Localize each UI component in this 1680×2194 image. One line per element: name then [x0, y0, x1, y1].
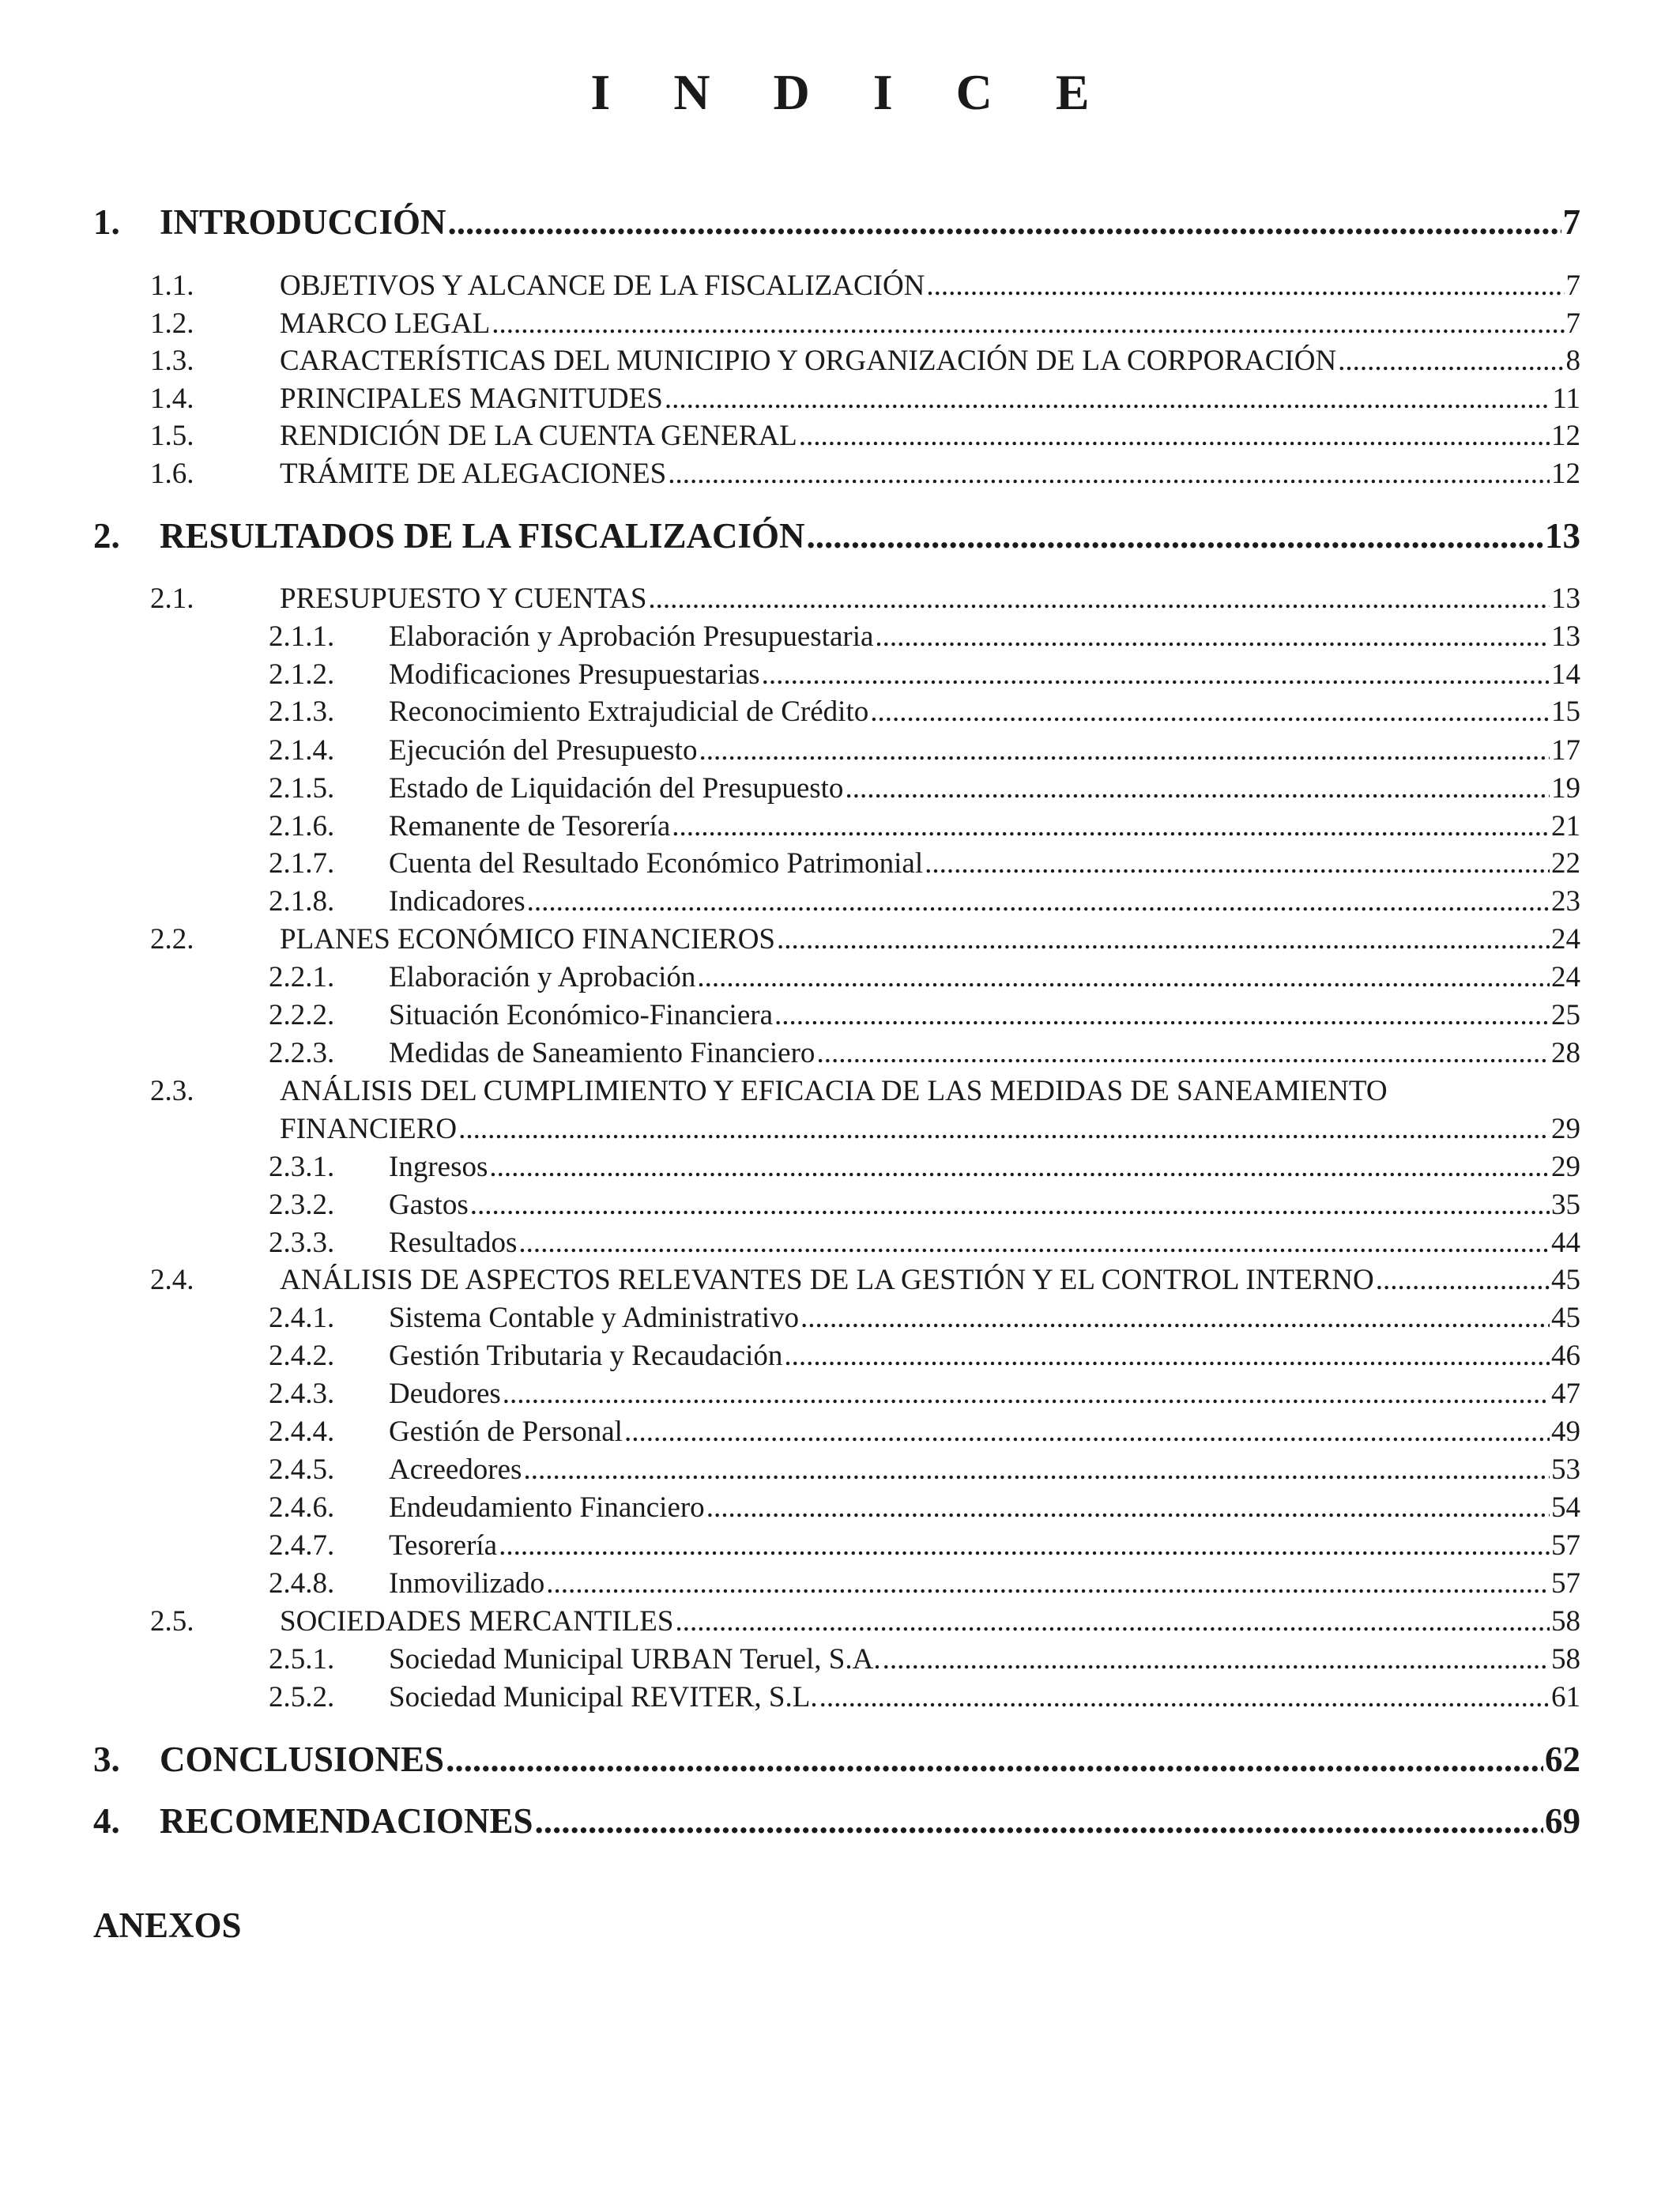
toc-entry-level-3	[0, 884, 1680, 921]
toc-entry-text	[389, 1036, 1580, 1070]
toc-entry-label: Indicadores	[389, 885, 525, 918]
toc-dot-leader	[489, 1150, 1550, 1184]
toc-entry-label: FINANCIERO	[280, 1113, 458, 1145]
toc-dot-leader	[518, 1226, 1550, 1260]
toc-entry-label: Sistema Contable y Administrativo	[389, 1302, 799, 1334]
toc-entry-text	[160, 1739, 1580, 1780]
toc-entry-number: 4.	[93, 1801, 120, 1841]
toc-entry-number: 2.1.1.	[269, 620, 335, 653]
page-title: I N D I C E	[590, 64, 1115, 120]
toc-entry-level-3	[0, 846, 1680, 883]
toc-entry-label: PRESUPUESTO Y CUENTAS	[280, 582, 647, 615]
toc-entry-page: 28	[1551, 1037, 1580, 1069]
toc-entry-page: 45	[1551, 1302, 1580, 1334]
toc-entry-text	[389, 846, 1580, 880]
toc-entry-label: Deudores	[389, 1378, 501, 1410]
toc-dot-leader	[672, 809, 1550, 843]
toc-entry-label: PRINCIPALES MAGNITUDES	[280, 383, 663, 415]
toc-entry-text	[389, 733, 1580, 767]
toc-entry-page: 13	[1551, 620, 1580, 653]
toc-entry-page: 45	[1551, 1264, 1580, 1296]
toc-entry-number: 2.3.2.	[269, 1189, 335, 1221]
toc-entry-text	[389, 1339, 1580, 1373]
toc-entry-number: 2.4.7.	[269, 1529, 335, 1562]
toc-entry-text	[280, 1604, 1580, 1638]
toc-entry-text	[389, 658, 1580, 692]
toc-entry-text	[389, 1377, 1580, 1411]
toc-dot-leader	[800, 1301, 1550, 1335]
toc-entry-label: Situación Económico-Financiera	[389, 999, 773, 1031]
toc-entry-page: 53	[1551, 1453, 1580, 1486]
toc-entry-level-2	[0, 269, 1680, 305]
toc-entry-text	[389, 1301, 1580, 1335]
toc-entry-page: 21	[1551, 810, 1580, 843]
toc-entry-text	[160, 515, 1580, 556]
toc-entry-number: 2.1.3.	[269, 696, 335, 728]
toc-entry-label: OBJETIVOS Y ALCANCE DE LA FISCALIZACIÓN	[280, 270, 925, 302]
toc-entry-number: 3.	[93, 1740, 120, 1779]
toc-entry-level-3	[0, 620, 1680, 656]
toc-entry-text	[389, 620, 1580, 654]
toc-entry-page: 24	[1551, 923, 1580, 956]
toc-entry-number: 2.4.8.	[269, 1567, 335, 1600]
toc-entry-number: 2.4.2.	[269, 1340, 335, 1372]
toc-dot-leader	[648, 582, 1550, 616]
toc-entry-label: RECOMENDACIONES	[160, 1801, 533, 1841]
toc-entry-label: RENDICIÓN DE LA CUENTA GENERAL	[280, 420, 797, 452]
toc-entry-label: Resultados	[389, 1227, 518, 1259]
toc-entry-number: 2.4.1.	[269, 1302, 335, 1334]
toc-dot-leader	[1376, 1263, 1550, 1297]
toc-entry-number: 2.1.7.	[269, 847, 335, 880]
toc-entry-level-3	[0, 1036, 1680, 1072]
toc-entry-label: Elaboración y Aprobación Presupuestaria	[389, 620, 874, 653]
toc-entry-page: 54	[1551, 1491, 1580, 1524]
toc-entry-level-2	[0, 1112, 1680, 1148]
toc-entry-number: 2.1.8.	[269, 885, 335, 918]
toc-entry-number: 2.4.6.	[269, 1491, 335, 1524]
toc-entry-label: Medidas de Saneamiento Financiero	[389, 1037, 816, 1069]
toc-entry-number: 1.6.	[150, 458, 194, 490]
toc-entry-level-1	[0, 1739, 1680, 1786]
toc-entry-level-3	[0, 1453, 1680, 1489]
toc-entry-page: 11	[1552, 383, 1580, 415]
toc-dot-leader	[777, 922, 1550, 956]
toc-entry-number: 2.2.3.	[269, 1037, 335, 1069]
toc-entry-text	[280, 269, 1580, 303]
anexos-heading: ANEXOS	[93, 1906, 242, 1945]
toc-entry-page: 62	[1545, 1740, 1580, 1779]
toc-entry-level-3	[0, 1491, 1680, 1527]
toc-dot-leader	[535, 1800, 1543, 1842]
toc-entry-page: 8	[1565, 345, 1580, 377]
toc-entry-number: 1.5.	[150, 420, 194, 452]
toc-entry-number: 2.4.3.	[269, 1378, 335, 1410]
toc-entry-label: MARCO LEGAL	[280, 307, 491, 340]
toc-entry-page: 49	[1551, 1416, 1580, 1448]
toc-entry-text	[389, 771, 1580, 805]
toc-entry-page: 13	[1545, 516, 1580, 556]
toc-entry-page: 58	[1551, 1605, 1580, 1638]
toc-entry-label: Elaboración y Aprobación	[389, 961, 696, 993]
toc-entry-number: 2.1.	[150, 582, 194, 615]
toc-dot-leader	[870, 695, 1550, 729]
toc-entry-level-3	[0, 1188, 1680, 1224]
toc-entry-page: 61	[1551, 1681, 1580, 1713]
toc-dot-leader	[883, 1642, 1550, 1676]
toc-entry-text	[389, 1453, 1580, 1487]
toc-dot-leader	[523, 1453, 1550, 1487]
toc-entry-level-2	[0, 419, 1680, 455]
toc-entry-level-3	[0, 1566, 1680, 1603]
toc-entry-page: 24	[1551, 961, 1580, 993]
toc-entry-level-3	[0, 658, 1680, 694]
toc-entry-level-3	[0, 1377, 1680, 1413]
toc-entry-page: 29	[1551, 1113, 1580, 1145]
toc-entry-level-2	[0, 307, 1680, 343]
toc-entry-number: 1.3.	[150, 345, 194, 377]
toc-entry-page: 13	[1551, 582, 1580, 615]
toc-entry-level-2	[0, 922, 1680, 959]
toc-entry-level-2	[0, 1604, 1680, 1641]
toc-entry-level-3	[0, 733, 1680, 770]
toc-dot-leader	[458, 1112, 1550, 1146]
toc-entry-level-2	[0, 382, 1680, 418]
toc-dot-leader	[697, 960, 1550, 994]
toc-entry-label: ANÁLISIS DE ASPECTOS RELEVANTES DE LA GESTIÓN Y EL CONTROL INTERNO	[280, 1264, 1374, 1296]
toc-entry-text	[160, 1800, 1580, 1842]
toc-entry-level-3	[0, 1642, 1680, 1679]
toc-entry-label: Sociedad Municipal REVITER, S.L.	[389, 1681, 818, 1713]
toc-dot-leader	[799, 419, 1550, 453]
toc-entry-level-2	[0, 582, 1680, 618]
toc-entry-level-2	[0, 457, 1680, 493]
toc-entry-label: Gestión de Personal	[389, 1416, 623, 1448]
toc-entry-number: 1.1.	[150, 270, 194, 302]
toc-entry-number: 2.	[93, 516, 120, 556]
toc-entry-text	[280, 307, 1580, 341]
toc-dot-leader	[546, 1566, 1550, 1600]
toc-entry-level-1	[0, 202, 1680, 249]
toc-entry-text	[389, 695, 1580, 729]
toc-entry-label: SOCIEDADES MERCANTILES	[280, 1605, 674, 1638]
toc-entry-number: 2.1.2.	[269, 658, 335, 691]
toc-entry-level-3	[0, 1150, 1680, 1186]
toc-entry-label: INTRODUCCIÓN	[160, 202, 446, 242]
toc-entry-label: Modificaciones Presupuestarias	[389, 658, 760, 691]
toc-entry-label-line: ANÁLISIS DEL CUMPLIMIENTO Y EFICACIA DE LAS MEDIDAS DE SANEAMIENTO	[280, 1075, 1388, 1107]
toc-entry-level-3	[0, 695, 1680, 731]
toc-entry-text	[389, 884, 1580, 918]
toc-entry-number: 2.5.1.	[269, 1643, 335, 1676]
toc-entry-number: 2.1.6.	[269, 810, 335, 843]
toc-entry-level-3	[0, 1415, 1680, 1451]
toc-entry-label: Reconocimiento Extrajudicial de Crédito	[389, 696, 869, 728]
toc-entry-number: 2.4.	[150, 1264, 194, 1296]
toc-dot-leader	[503, 1377, 1550, 1411]
toc-dot-leader	[446, 1739, 1543, 1780]
toc-entry-label: CARACTERÍSTICAS DEL MUNICIPIO Y ORGANIZACIÓN DE LA CORPORACIÓN	[280, 345, 1337, 377]
toc-entry-text	[389, 960, 1580, 994]
toc-entry-level-3	[0, 1339, 1680, 1375]
toc-dot-leader	[699, 733, 1550, 767]
toc-entry-page: 46	[1551, 1340, 1580, 1372]
toc-entry-label: Tesorería	[389, 1529, 498, 1562]
toc-dot-leader	[774, 998, 1550, 1032]
toc-entry-level-2	[0, 1263, 1680, 1299]
toc-entry-level-3	[0, 1226, 1680, 1262]
toc-entry-page: 23	[1551, 885, 1580, 918]
toc-dot-leader	[665, 382, 1551, 416]
toc-entry-page: 19	[1551, 772, 1580, 805]
toc-dot-leader	[668, 457, 1550, 491]
toc-entry-label: Gestión Tributaria y Recaudación	[389, 1340, 783, 1372]
toc-entry-number: 2.1.4.	[269, 734, 335, 767]
toc-entry-number: 2.2.2.	[269, 999, 335, 1031]
toc-entry-level-3	[0, 809, 1680, 846]
toc-entry-label: RESULTADOS DE LA FISCALIZACIÓN	[160, 516, 805, 556]
toc-entry-text	[389, 1415, 1580, 1449]
toc-entry-text	[389, 1642, 1580, 1676]
toc-entry-text	[389, 809, 1580, 843]
toc-dot-leader	[706, 1491, 1550, 1525]
toc-entry-number: 2.3.1.	[269, 1151, 335, 1183]
toc-entry-level-1	[0, 1800, 1680, 1848]
toc-entry-page: 15	[1551, 696, 1580, 728]
toc-entry-number: 2.5.	[150, 1605, 194, 1638]
toc-entry-label: Endeudamiento Financiero	[389, 1491, 705, 1524]
toc-dot-leader	[762, 658, 1550, 692]
toc-entry-page: 17	[1551, 734, 1580, 767]
toc-entry-page: 35	[1551, 1189, 1580, 1221]
toc-entry-number: 2.5.2.	[269, 1681, 335, 1713]
toc-entry-label: Sociedad Municipal URBAN Teruel, S.A.	[389, 1643, 881, 1676]
toc-entry-number: 2.1.5.	[269, 772, 335, 805]
toc-entry-page: 69	[1545, 1801, 1580, 1841]
toc-entry-text	[389, 1150, 1580, 1184]
toc-dot-leader	[875, 620, 1550, 654]
toc-entry-number: 1.	[93, 202, 120, 242]
toc-entry-page: 57	[1551, 1529, 1580, 1562]
toc-entry-page: 57	[1551, 1567, 1580, 1600]
toc-entry-page: 47	[1551, 1378, 1580, 1410]
toc-entry-level-3	[0, 1529, 1680, 1565]
toc-entry-text	[280, 1263, 1580, 1297]
toc-entry-number: 2.4.5.	[269, 1453, 335, 1486]
toc-entry-level-3	[0, 771, 1680, 808]
toc-dot-leader	[925, 846, 1550, 880]
toc-entry-page: 22	[1551, 847, 1580, 880]
toc-entry-label: CONCLUSIONES	[160, 1740, 445, 1779]
toc-entry-number: 2.3.3.	[269, 1227, 335, 1259]
toc-dot-leader	[470, 1188, 1550, 1222]
toc-entry-label: Acreedores	[389, 1453, 522, 1486]
toc-entry-level-2	[0, 344, 1680, 380]
toc-dot-leader	[676, 1604, 1550, 1638]
toc-entry-label: Ingresos	[389, 1151, 488, 1183]
toc-entry-level-3	[0, 1301, 1680, 1337]
toc-entry-number: 2.4.4.	[269, 1416, 335, 1448]
toc-entry-text	[160, 202, 1580, 243]
toc-entry-label: Gastos	[389, 1189, 469, 1221]
toc-dot-leader	[845, 771, 1550, 805]
toc-dot-leader	[926, 269, 1564, 303]
toc-entry-number: 1.4.	[150, 383, 194, 415]
toc-entry-text	[280, 922, 1580, 956]
toc-dot-leader	[816, 1036, 1550, 1070]
toc-entry-text	[280, 582, 1580, 616]
toc-entry-page: 7	[1565, 270, 1580, 302]
toc-entry-label: PLANES ECONÓMICO FINANCIEROS	[280, 923, 775, 956]
toc-entry-label: Remanente de Tesorería	[389, 810, 671, 843]
toc-entry-page: 7	[1562, 202, 1580, 242]
toc-entry-page: 58	[1551, 1643, 1580, 1676]
toc-entry-page: 44	[1551, 1227, 1580, 1259]
toc-entry-page: 25	[1551, 999, 1580, 1031]
toc-entry-text	[389, 1680, 1580, 1714]
toc-entry-number: 2.2.	[150, 923, 194, 956]
toc-dot-leader	[784, 1339, 1550, 1373]
toc-entry-page: 7	[1565, 307, 1580, 340]
toc-entry-label: TRÁMITE DE ALEGACIONES	[280, 458, 667, 490]
toc-entry-text	[389, 1226, 1580, 1260]
toc-entry-number: 2.2.1.	[269, 961, 335, 993]
toc-entry-level-3	[0, 998, 1680, 1035]
toc-entry-text	[389, 1566, 1580, 1600]
toc-entry-page: 12	[1551, 458, 1580, 490]
toc-entry-text	[280, 1112, 1580, 1146]
toc-dot-leader	[806, 515, 1543, 556]
toc-entry-text	[389, 998, 1580, 1032]
toc-entry-page: 29	[1551, 1151, 1580, 1183]
toc-dot-leader	[624, 1415, 1550, 1449]
toc-entry-page: 12	[1551, 420, 1580, 452]
toc-entry-text	[280, 344, 1580, 378]
toc-entry-level-1	[0, 515, 1680, 563]
toc-entry-text	[389, 1188, 1580, 1222]
toc-entry-page: 14	[1551, 658, 1580, 691]
toc-entry-label: Cuenta del Resultado Económico Patrimonial	[389, 847, 924, 880]
toc-dot-leader	[499, 1529, 1550, 1563]
toc-entry-text	[280, 382, 1580, 416]
toc-dot-leader	[492, 307, 1564, 341]
toc-entry-label: Ejecución del Presupuesto	[389, 734, 698, 767]
toc-entry-number: 1.2.	[150, 307, 194, 340]
toc-entry-text	[389, 1491, 1580, 1525]
toc-dot-leader	[1338, 344, 1564, 378]
toc-entry-text	[389, 1529, 1580, 1563]
toc-entry-label: Inmovilizado	[389, 1567, 545, 1600]
toc-entry-text	[280, 419, 1580, 453]
toc-entry-level-3	[0, 1680, 1680, 1717]
toc-entry-label: Estado de Liquidación del Presupuesto	[389, 772, 844, 805]
toc-entry-level-3	[0, 960, 1680, 997]
toc-entry-text	[280, 457, 1580, 491]
toc-entry-number: 2.3.	[150, 1075, 194, 1107]
toc-dot-leader	[448, 202, 1561, 243]
toc-dot-leader	[527, 884, 1550, 918]
toc-dot-leader	[819, 1680, 1550, 1714]
